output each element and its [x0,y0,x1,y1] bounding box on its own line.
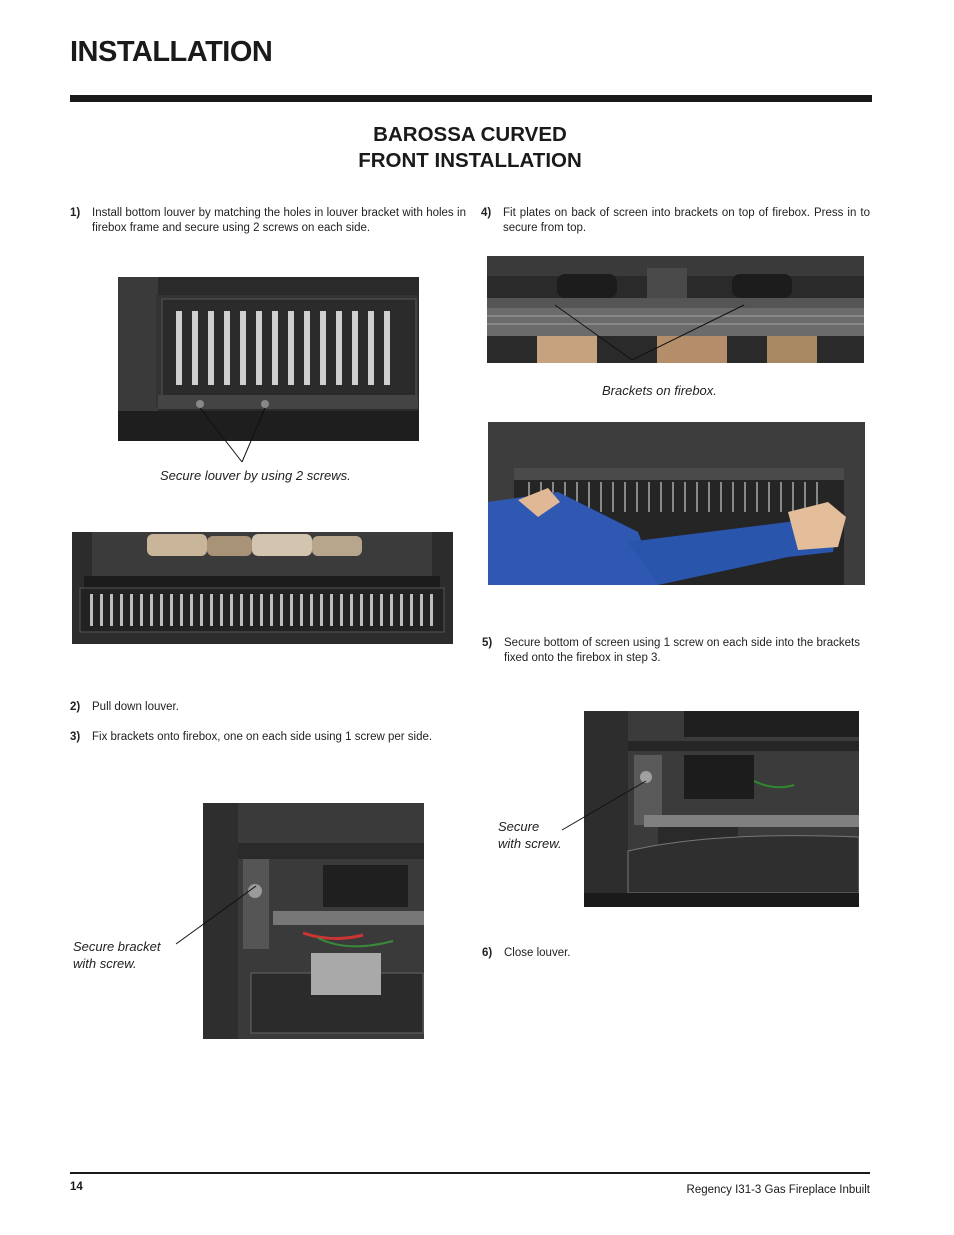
secure-bracket-caption-line-1: Secure bracket [73,939,161,954]
step-3 [70,730,466,745]
step-3-text: Fix brackets onto firebox, one on each side using 1 screw per side. [92,731,433,743]
step-2-text: Pull down louver. [92,701,179,713]
secure-bracket-caption [73,938,160,972]
footer-product-name: Regency I31-3 Gas Fireplace Inbuilt [686,1184,870,1196]
brackets-caption: Brackets on firebox. [602,383,717,398]
secure-screw-caption [498,818,562,852]
louver-screws-photo [118,277,419,441]
step-4-text: Fit plates on back of screen into brackets on top of firebox. Press in to secure from top. [503,207,870,234]
secure-bracket-caption-line-2: with screw. [73,956,137,971]
secure-screw-caption-line-2: with screw. [498,836,562,851]
step-6-text: Close louver. [504,947,571,959]
step-5-text: Secure bottom of screen using 1 screw on each side into the brackets fixed onto the firebox in step 3. [504,637,860,664]
step-5-number: 5) [482,637,493,649]
step-1 [70,206,466,236]
secure-screw-caption-line-1: Secure [498,819,540,834]
footer-divider [70,1172,870,1174]
step-4 [481,206,870,236]
step-4-number: 4) [481,207,492,219]
louver-open-photo [72,532,453,644]
section-title-line-1: BAROSSA CURVED [373,123,567,146]
page-number: 14 [70,1181,83,1193]
step-6 [482,946,860,961]
bracket-screw-photo [203,803,424,1039]
step-1-number: 1) [70,207,81,219]
step-2-number: 2) [70,701,81,713]
section-title [280,122,660,174]
screws-caption: Secure louver by using 2 screws. [160,468,351,483]
step-3-number: 3) [70,731,81,743]
step-2 [70,700,466,715]
screen-fitting-photo [488,422,865,585]
screen-screw-photo [584,711,859,907]
step-6-number: 6) [482,947,493,959]
section-title-line-2: FRONT INSTALLATION [358,149,582,172]
step-5 [482,636,860,666]
firebox-brackets-photo [487,256,864,363]
page-title: INSTALLATION [70,36,273,68]
step-1-text: Install bottom louver by matching the holes in louver bracket with holes in firebox frame and secure using 2 screws on each side. [92,207,466,234]
title-divider [70,95,872,102]
